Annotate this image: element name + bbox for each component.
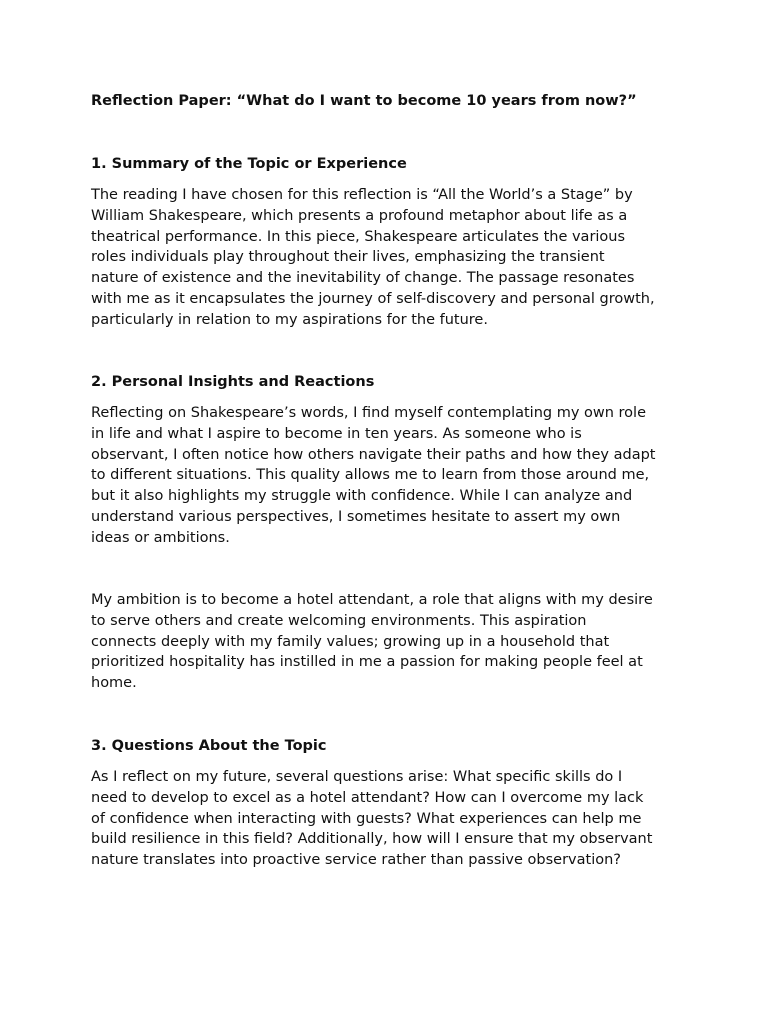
paragraph-line: roles individuals play throughout their lives, emphasizing the transient <box>91 249 605 266</box>
paragraph-line: nature translates into proactive service rather than passive observation? <box>91 852 621 869</box>
paragraph-line: nature of existence and the inevitability of change. The passage resonates <box>91 270 635 287</box>
paragraph-line: with me as it encapsulates the journey of self-discovery and personal growth, <box>91 290 655 307</box>
paragraph-line: theatrical performance. In this piece, Shakespeare articulates the various <box>91 228 626 245</box>
ambition-paragraph <box>91 590 691 694</box>
paragraph-line: William Shakespeare, which presents a profound metaphor about life as a <box>91 207 628 224</box>
paragraph-line: The reading I have chosen for this reflection is “All the World’s a Stage” by <box>91 187 633 203</box>
summary-paragraph <box>91 185 691 331</box>
questions-paragraph <box>91 767 691 871</box>
paragraph-line: understand various perspectives, I sometimes hesitate to assert my own <box>91 508 621 525</box>
paragraph-line: observant, I often notice how others navigate their paths and how they adapt <box>91 446 656 463</box>
paragraph-line: connects deeply with my family values; growing up in a household that <box>91 633 610 650</box>
paragraph-line: but it also highlights my struggle with confidence. While I can analyze and <box>91 488 633 505</box>
paragraph-line: Reflecting on Shakespeare’s words, I find myself contemplating my own role <box>91 405 647 421</box>
document-title: Reflection Paper: “What do I want to become 10 years from now?” <box>91 93 637 109</box>
paragraph-line: to serve others and create welcoming environments. This aspiration <box>91 612 587 629</box>
paragraph-line: prioritized hospitality has instilled in me a passion for making people feel at <box>91 654 643 671</box>
paragraph-line: My ambition is to become a hotel attendant, a role that aligns with my desire <box>91 592 653 608</box>
paragraph-line: As I reflect on my future, several questions arise: What specific skills do I <box>91 769 623 785</box>
paragraph-line: build resilience in this field? Additionally, how will I ensure that my observant <box>91 831 653 848</box>
paragraph-line: particularly in relation to my aspirations for the future. <box>91 311 488 328</box>
paragraph-line: need to develop to excel as a hotel attendant? How can I overcome my lack <box>91 789 644 806</box>
section-heading-insights: 2. Personal Insights and Reactions <box>91 374 375 390</box>
paragraph-line: of confidence when interacting with guests? What experiences can help me <box>91 810 642 827</box>
insights-paragraph <box>91 403 691 549</box>
paragraph-line: home. <box>91 675 137 692</box>
paragraph-line: to different situations. This quality allows me to learn from those around me, <box>91 467 650 484</box>
section-heading-summary: 1. Summary of the Topic or Experience <box>91 156 407 172</box>
paragraph-line: in life and what I aspire to become in ten years. As someone who is <box>91 425 582 442</box>
paragraph-line: ideas or ambitions. <box>91 529 230 546</box>
section-heading-questions: 3. Questions About the Topic <box>91 738 327 754</box>
